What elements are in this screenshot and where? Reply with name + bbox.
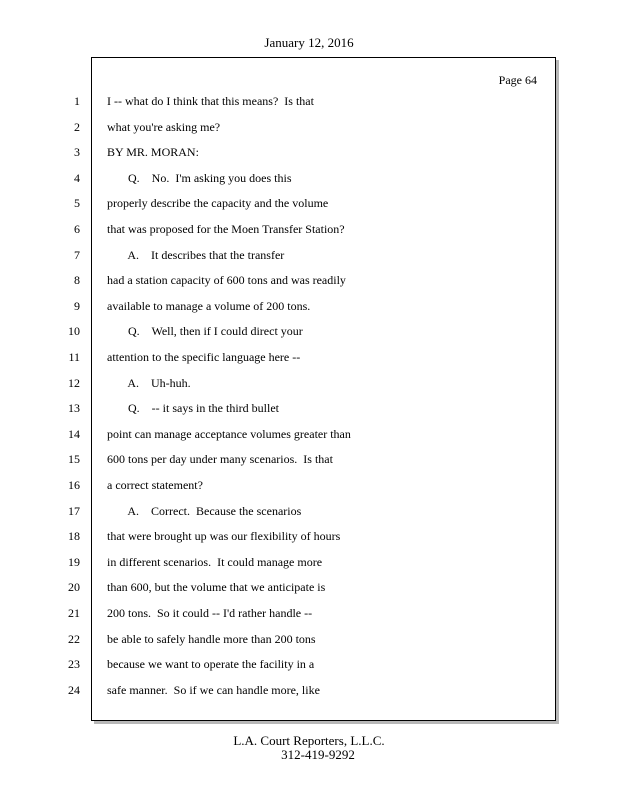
- page-number: Page 64: [498, 73, 537, 87]
- line-text: Q. Well, then if I could direct your: [107, 324, 303, 338]
- line-text: in different scenarios. It could manage more: [107, 555, 323, 569]
- line-text: than 600, but the volume that we anticipate is: [107, 580, 326, 594]
- line-text: had a station capacity of 600 tons and was readily: [107, 273, 346, 287]
- line-text: that was proposed for the Moen Transfer Station?: [107, 222, 345, 236]
- line-number: 9: [74, 299, 80, 313]
- line-number: 17: [68, 504, 80, 518]
- line-number: 13: [68, 401, 80, 415]
- transcript-date: January 12, 2016: [264, 35, 354, 50]
- line-number: 1: [74, 94, 80, 108]
- line-text: A. Correct. Because the scenarios: [107, 504, 302, 518]
- line-number: 5: [74, 196, 80, 210]
- reporter-phone: 312-419-9292: [281, 747, 355, 762]
- line-number: 2: [74, 120, 80, 134]
- line-number: 14: [68, 427, 80, 441]
- line-text: A. It describes that the transfer: [107, 248, 285, 262]
- line-text: Q. -- it says in the third bullet: [107, 401, 279, 415]
- reporter-company: L.A. Court Reporters, L.L.C.: [233, 733, 385, 748]
- line-number: 8: [74, 273, 80, 287]
- line-number: 22: [68, 632, 80, 646]
- line-number: 6: [74, 222, 80, 236]
- line-text: what you're asking me?: [107, 120, 221, 134]
- line-text: properly describe the capacity and the volume: [107, 196, 329, 210]
- line-text: Q. No. I'm asking you does this: [107, 171, 292, 185]
- line-text: 200 tons. So it could -- I'd rather handle --: [107, 606, 313, 620]
- line-number: 11: [68, 350, 80, 364]
- line-number: 7: [74, 248, 80, 262]
- line-text: be able to safely handle more than 200 tons: [107, 632, 316, 646]
- line-text: that were brought up was our flexibility of hours: [107, 529, 341, 543]
- line-number: 12: [68, 376, 80, 390]
- line-text: 600 tons per day under many scenarios. Is that: [107, 452, 333, 466]
- line-number: 3: [74, 145, 80, 159]
- line-number: 23: [68, 657, 80, 671]
- line-number: 16: [68, 478, 80, 492]
- line-text: point can manage acceptance volumes greater than: [107, 427, 351, 441]
- line-text: attention to the specific language here --: [107, 350, 301, 364]
- line-number: 21: [68, 606, 80, 620]
- line-text: available to manage a volume of 200 tons.: [107, 299, 311, 313]
- line-text: because we want to operate the facility in a: [107, 657, 315, 671]
- line-number: 18: [68, 529, 80, 543]
- line-text: I -- what do I think that this means? Is that: [107, 94, 314, 108]
- line-number: 10: [68, 324, 80, 338]
- line-text: A. Uh-huh.: [107, 376, 191, 390]
- line-number: 24: [68, 683, 80, 697]
- line-number: 15: [68, 452, 80, 466]
- line-number: 20: [68, 580, 80, 594]
- line-text: BY MR. MORAN:: [107, 145, 199, 159]
- line-text: safe manner. So if we can handle more, like: [107, 683, 320, 697]
- line-number: 19: [68, 555, 80, 569]
- line-text: a correct statement?: [107, 478, 203, 492]
- line-number: 4: [74, 171, 80, 185]
